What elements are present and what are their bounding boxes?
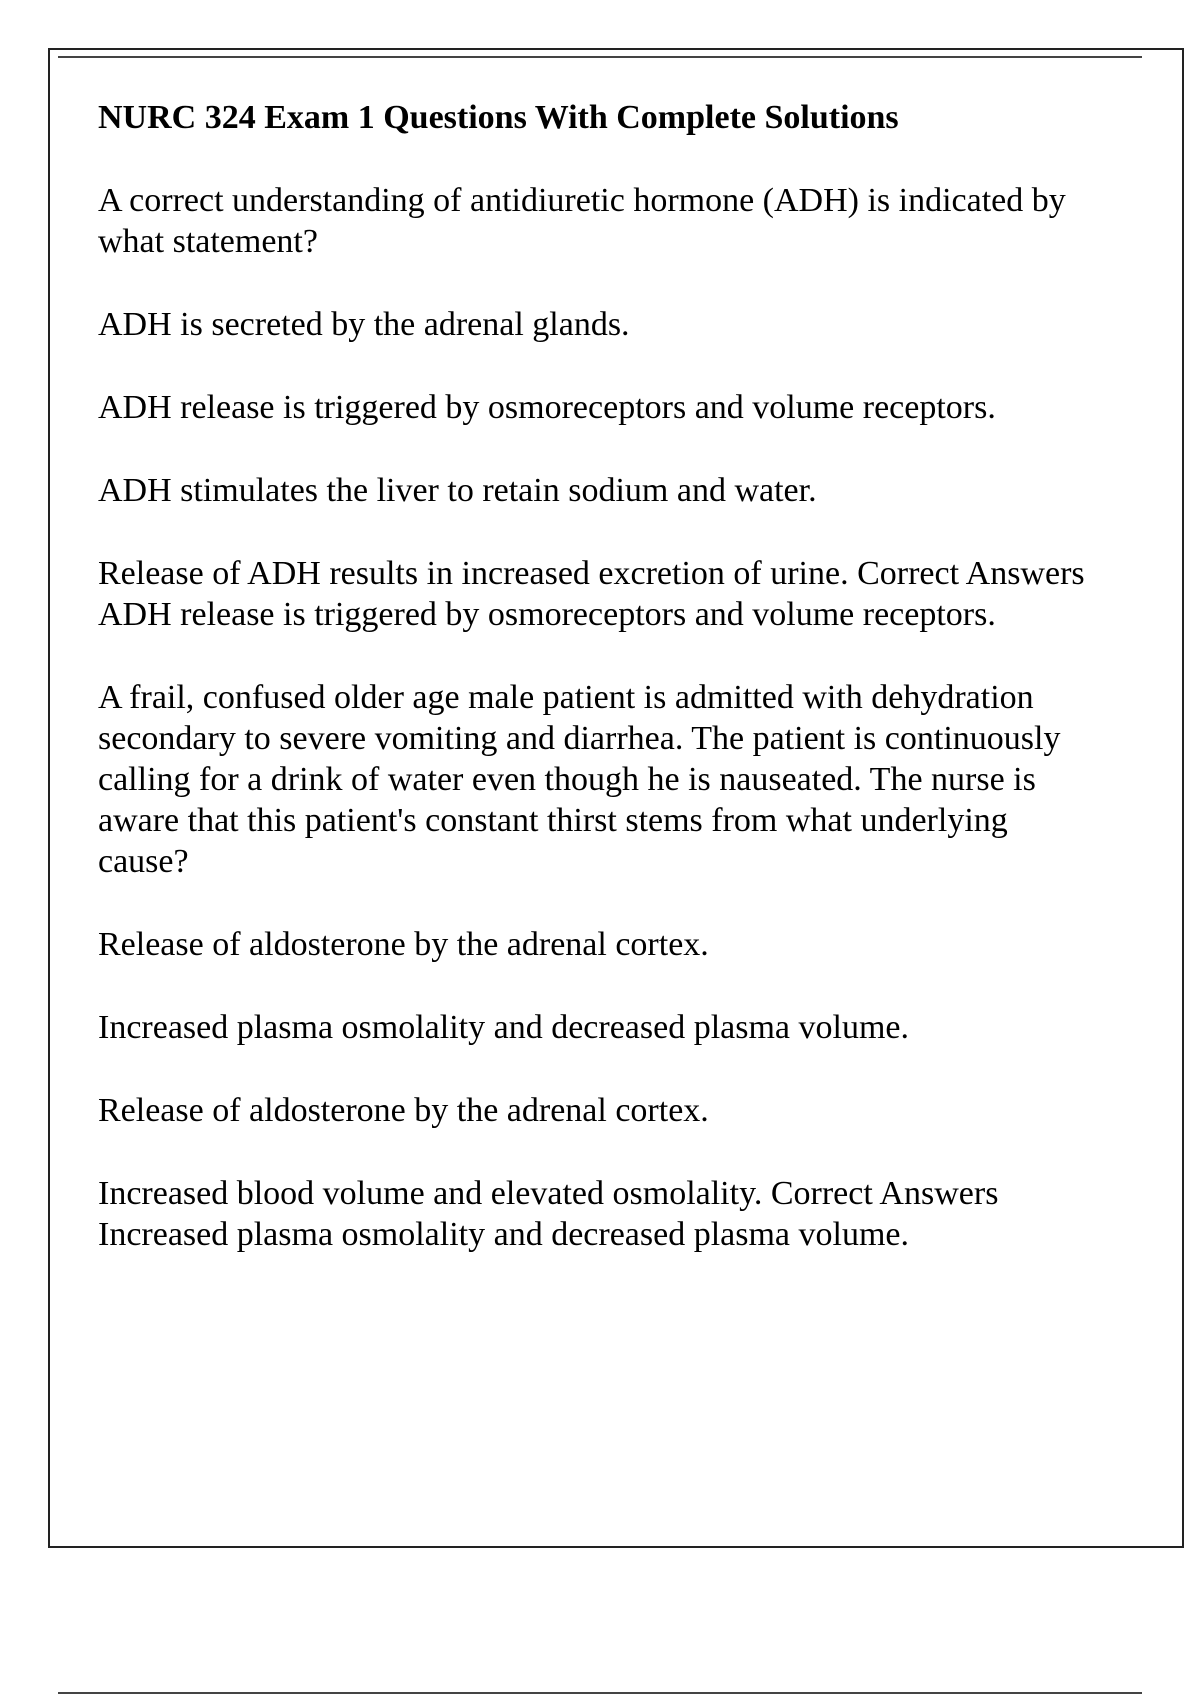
question-1-option: ADH is secreted by the adrenal glands. (98, 306, 630, 343)
document-title: NURC 324 Exam 1 Questions With Complete Solutions (98, 99, 899, 136)
question-1-option: ADH stimulates the liver to retain sodium and water. (98, 472, 817, 509)
document-body (98, 98, 1088, 1297)
question-1-stem: A correct understanding of antidiuretic hormone (ADH) is indicated by what statement? (98, 182, 1066, 260)
question-2-option-with-answer: Increased blood volume and elevated osmolality. Correct Answers Increased plasma osmolality and decreased plasma volume. (98, 1175, 999, 1253)
question-1-option: ADH release is triggered by osmoreceptors and volume receptors. (98, 389, 996, 426)
question-2-option: Increased plasma osmolality and decreased plasma volume. (98, 1009, 909, 1046)
top-rule (58, 56, 1142, 58)
bottom-rule (58, 1692, 1142, 1694)
question-2-option: Release of aldosterone by the adrenal cortex. (98, 1092, 709, 1129)
question-1-option-with-answer: Release of ADH results in increased excretion of urine. Correct Answers ADH release is triggered by osmoreceptors and volume receptors. (98, 555, 1085, 633)
question-2-stem: A frail, confused older age male patient is admitted with dehydration secondary to severe vomiting and diarrhea. The patient is continuously calling for a drink of water even though he is nauseated. The nurse is aware that this patient's constant thirst stems from what underlying cause? (98, 679, 1061, 880)
question-2-option: Release of aldosterone by the adrenal cortex. (98, 926, 709, 963)
